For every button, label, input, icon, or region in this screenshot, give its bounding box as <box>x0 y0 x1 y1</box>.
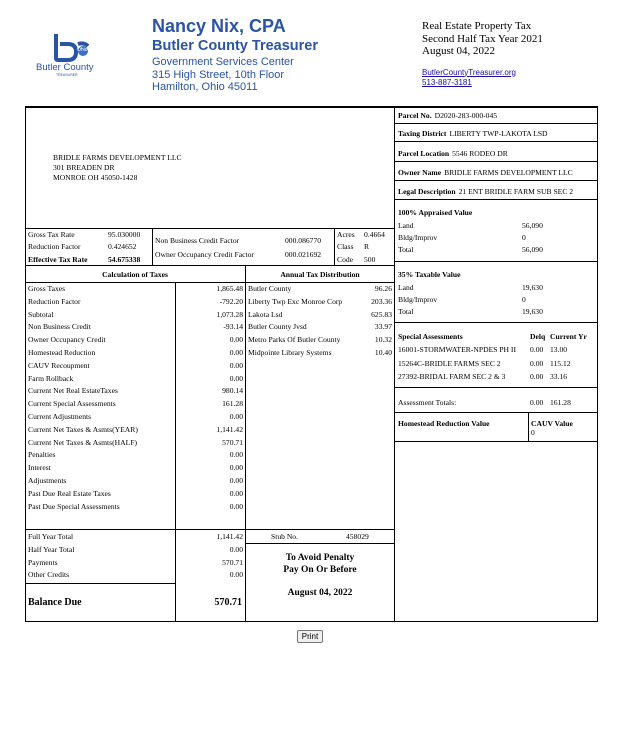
calc-title: Calculation of Taxes <box>102 270 168 279</box>
calc-row-amount: 0.00 <box>229 463 243 473</box>
parcel-label: Taxing District <box>398 129 447 138</box>
cauv-label: CAUV Value <box>531 419 573 428</box>
calc-row-label: Interest <box>28 463 51 473</box>
parcel-value: BRIDLE FARMS DEVELOPMENT LLC <box>444 168 573 177</box>
nbc-factor: 000.086770 <box>285 236 322 245</box>
distribution-row-label: Butler County <box>248 284 292 293</box>
penalty-due-date: August 04, 2022 <box>287 588 353 598</box>
penalty-line2: Pay On Or Before <box>283 564 357 575</box>
calc-row-amount: 0.00 <box>229 348 243 357</box>
calc-row-amount: 0.00 <box>229 373 243 383</box>
treasurer-title: Butler County Treasurer <box>152 38 318 54</box>
special-row-delq: 0.00 <box>530 372 544 381</box>
address-line3: Hamilton, Ohio 45011 <box>152 81 258 93</box>
distribution-row-label: Liberty Twp Exc Monroe Corp <box>248 296 343 306</box>
value-row-amount: 19,630 <box>522 283 543 292</box>
value-row-label: Total <box>398 245 414 254</box>
distribution-row-amount: 10.40 <box>374 348 392 357</box>
address-line1: Government Services Center <box>152 56 294 68</box>
calc-row-label: Current Net Taxes & Asmts(YEAR) <box>28 424 138 434</box>
code-label: Code <box>337 255 354 264</box>
summary-row-amount: 1,141.42 <box>216 532 243 541</box>
value-row-label: Bldg/Improv <box>398 295 438 304</box>
calc-row-label: Current Net Real EstateTaxes <box>28 386 118 396</box>
value-row-label: Bldg/Improv <box>398 233 438 242</box>
special-row-name: 16001-STORMWATER-NPDES PH II <box>398 345 516 354</box>
calc-row-amount: 1,073.28 <box>216 309 243 319</box>
ooc-factor-label: Owner Occupancy Credit Factor <box>155 250 254 259</box>
class-label: Class <box>337 242 354 251</box>
calc-row-amount: 161.28 <box>222 399 243 409</box>
calc-row-label: Current Net Taxes & Asmts(HALF) <box>28 437 138 447</box>
parcel-row <box>398 129 548 139</box>
summary-row-label: Half Year Total <box>28 544 75 554</box>
bill-period: Second Half Tax Year 2021 <box>422 32 543 45</box>
summary-row-label: Other Credits <box>28 570 70 580</box>
effective-tax-rate: 54.675338 <box>108 255 141 264</box>
assessment-totals-label: Assessment Totals: <box>398 398 457 407</box>
parcel-label: Legal Description <box>398 187 456 196</box>
distribution-title: Annual Tax Distribution <box>280 270 360 279</box>
value-row-amount: 0 <box>522 233 526 242</box>
special-row-current: 13.00 <box>550 345 568 354</box>
parcel-row <box>398 149 508 159</box>
calc-row-label: Penalties <box>28 450 56 460</box>
code-value: 500 <box>364 255 376 264</box>
special-row-current: 33.16 <box>550 372 568 381</box>
calc-row-label: Subtotal <box>28 309 54 319</box>
balance-due-amount: 570.71 <box>214 597 242 608</box>
summary-row-label: Full Year Total <box>28 532 74 541</box>
bill-type: Real Estate Property Tax <box>422 20 532 32</box>
reduction-factor-label: Reduction Factor <box>28 242 81 251</box>
gross-tax-rate: 95.030000 <box>108 230 141 239</box>
acres-label: Acres <box>337 230 355 239</box>
distribution-row-amount: 96.26 <box>374 284 392 293</box>
bill-date: August 04, 2022 <box>422 45 496 57</box>
distribution-row-amount: 33.97 <box>374 322 392 332</box>
calc-row-amount: 1,141.42 <box>216 424 243 434</box>
calc-row-amount: 0.00 <box>229 488 243 498</box>
calc-row-amount: -93.14 <box>223 322 243 332</box>
distribution-row-label: Lakota Lsd <box>248 309 283 319</box>
print-button[interactable]: Print <box>297 630 323 643</box>
summary-row-amount: 570.71 <box>222 557 243 567</box>
parcel-divider <box>395 180 597 181</box>
cauv-value: 0 <box>531 428 535 437</box>
parcel-row <box>398 187 573 197</box>
taxable-title: 35% Taxable Value <box>398 270 461 279</box>
stub-number: 458029 <box>346 532 369 541</box>
treasurer-name: Nancy Nix, CPA <box>152 16 286 36</box>
calc-row-amount: 980.14 <box>222 386 243 396</box>
parcel-divider <box>395 141 597 142</box>
owner-address: 301 BREADEN DR <box>53 163 115 172</box>
tax-bill-frame <box>25 106 598 622</box>
calc-row-amount: -792.20 <box>219 296 243 306</box>
distribution-row-amount: 625.83 <box>371 309 392 319</box>
effective-tax-rate-label: Effective Tax Rate <box>28 255 88 264</box>
treasurer-phone-link[interactable]: 513-887-3181 <box>422 77 472 87</box>
assessment-totals-current: 161.28 <box>550 398 571 407</box>
calc-row-amount: 0.00 <box>229 360 243 370</box>
summary-row-label: Payments <box>28 557 58 567</box>
owner-name: BRIDLE FARMS DEVELOPMENT LLC <box>53 153 182 162</box>
calc-row-label: Current Adjustments <box>28 412 92 421</box>
acres-value: 0.4664 <box>364 230 385 239</box>
logo-badge: Ohio <box>77 47 88 53</box>
appraised-title: 100% Appraised Value <box>398 208 473 217</box>
parcel-value: 21 ENT BRIDLE FARM SUB SEC 2 <box>458 187 574 196</box>
balance-due-label: Balance Due <box>28 597 82 608</box>
parcel-label: Parcel Location <box>398 149 450 158</box>
special-row-current: 115.12 <box>550 358 571 368</box>
value-row-label: Total <box>398 307 414 316</box>
value-row-amount: 19,630 <box>522 307 543 316</box>
calc-row-label: Gross Taxes <box>28 284 66 293</box>
value-row-amount: 0 <box>522 295 526 304</box>
special-title: Special Assessments <box>398 332 463 341</box>
calc-row-amount: 570.71 <box>222 437 243 447</box>
special-row-delq: 0.00 <box>530 345 544 354</box>
address-line2: 315 High Street, 10th Floor <box>152 68 285 81</box>
summary-row-amount: 0.00 <box>229 544 243 554</box>
calc-row-label: Owner Occupancy Credit <box>28 335 106 345</box>
calc-row-label: Past Due Special Assessments <box>28 501 120 511</box>
distribution-row-label: Midpointe Library Systems <box>248 348 332 357</box>
owner-city: MONROE OH 45050-1428 <box>53 173 138 182</box>
value-row-amount: 56,090 <box>522 221 543 230</box>
distribution-row-amount: 203.36 <box>371 296 392 306</box>
parcel-divider <box>395 123 597 124</box>
calc-row-label: Past Due Real Estate Taxes <box>28 488 111 498</box>
treasurer-website-link[interactable]: ButlerCountyTreasurer.org <box>422 67 516 77</box>
calc-row-label: Non Business Credit <box>28 322 91 332</box>
parcel-value: LIBERTY TWP-LAKOTA LSD <box>449 129 548 138</box>
value-row-amount: 56,090 <box>522 245 543 254</box>
class-value: R <box>364 242 370 251</box>
parcel-divider <box>395 161 597 162</box>
parcel-row <box>398 168 573 178</box>
calc-row-amount: 0.00 <box>229 412 243 421</box>
special-row-name: 27392-BRIDAL FARM SEC 2 & 3 <box>398 372 506 381</box>
special-delq-header: Delq <box>530 332 546 341</box>
ooc-factor: 000.021692 <box>285 250 322 259</box>
gross-tax-rate-label: Gross Tax Rate <box>28 230 75 239</box>
calc-row-label: Farm Rollback <box>28 373 74 383</box>
calc-row-label: Homestead Reduction <box>28 348 96 357</box>
calc-row-label: CAUV Recoupment <box>28 360 90 370</box>
calc-row-amount: 0.00 <box>229 476 243 485</box>
calc-row-label: Reduction Factor <box>28 296 81 306</box>
stub-label: Stub No. <box>271 532 299 541</box>
distribution-row-amount: 10.32 <box>374 335 392 345</box>
distribution-row-label: Butler County Jvsd <box>248 322 307 332</box>
calc-row-amount: 0.00 <box>229 335 243 345</box>
assessment-totals-delq: 0.00 <box>530 398 544 407</box>
parcel-label: Owner Name <box>398 168 442 177</box>
parcel-value: D2020-283-000-045 <box>434 111 498 120</box>
parcel-divider <box>395 199 597 200</box>
calc-row-amount: 1,865.48 <box>216 284 243 293</box>
special-row-name: 15264C-BRIDLE FARMS SEC 2 <box>398 358 501 368</box>
logo-small: TREASURER <box>56 73 78 77</box>
parcel-row <box>398 111 497 121</box>
value-row-label: Land <box>398 283 414 292</box>
logo-text: Butler County <box>36 62 94 73</box>
special-current-header: Current Yr <box>550 332 587 341</box>
parcel-label: Parcel No. <box>398 111 432 120</box>
homestead-reduction-label: Homestead Reduction Value <box>398 419 490 428</box>
parcel-value: 5546 RODEO DR <box>452 149 508 158</box>
summary-row-amount: 0.00 <box>229 570 243 580</box>
county-logo <box>36 30 104 80</box>
distribution-row-label: Metro Parks Of Butler County <box>248 335 341 345</box>
value-row-label: Land <box>398 221 414 230</box>
reduction-factor: 0.424652 <box>108 242 137 251</box>
penalty-line1: To Avoid Penalty <box>285 553 355 563</box>
special-row-delq: 0.00 <box>530 358 544 368</box>
calc-row-label: Adjustments <box>28 476 67 485</box>
calc-row-label: Current Special Assessments <box>28 399 116 409</box>
calc-row-amount: 0.00 <box>229 450 243 460</box>
calc-row-amount: 0.00 <box>229 501 243 511</box>
nbc-factor-label: Non Business Credit Factor <box>155 236 240 245</box>
